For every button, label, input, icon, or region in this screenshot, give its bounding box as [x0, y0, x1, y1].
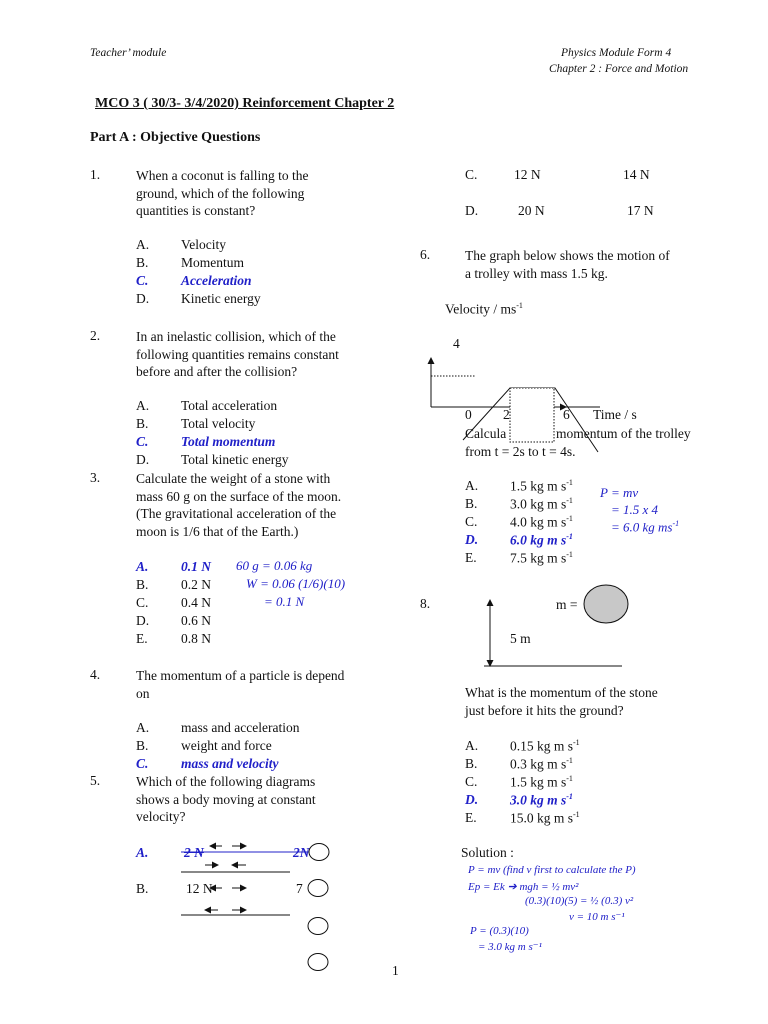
- solution-line: Ep = Ek ➔ mgh = ½ mv²: [468, 881, 579, 893]
- q5-option-d-circle: [308, 954, 328, 971]
- solution-line: = 3.0 kg m s⁻¹: [478, 941, 542, 953]
- q5-line: Which of the following diagrams: [136, 774, 316, 789]
- q6-graph-ylabel: Velocity / $ms^{-1}$: [445, 301, 523, 317]
- q5-option-a-left-force: 2 N: [184, 845, 204, 860]
- q6-question-line: Calcula: [465, 426, 507, 441]
- q5-line: shows a body moving at constant: [136, 791, 316, 807]
- q4-line: The momentum of a particle is depend: [136, 668, 345, 683]
- q5-option-b-left-force: 12 N: [186, 881, 213, 896]
- q6-graph-y-tick-4: 4: [453, 336, 460, 351]
- solution-line: P = (0.3)(10): [470, 925, 529, 937]
- q3-working-note: W = 0.06 (1/6)(10): [246, 576, 346, 591]
- q3-line: Calculate the weight of a stone with: [136, 471, 331, 486]
- q1-line: ground, which of the following: [136, 185, 305, 201]
- section-heading: Part A : Objective Questions: [90, 130, 261, 145]
- q5-option-b-right-force: 7: [296, 881, 303, 896]
- page-number: 1: [392, 963, 399, 978]
- q3-working-note: = 0.1 N: [264, 594, 305, 609]
- q8-line: just before it hits the ground?: [465, 702, 624, 718]
- q5-option-c-left-force: 12 N: [514, 167, 541, 182]
- q5-option-c-right-force: 14 N: [623, 167, 650, 182]
- q6-graph-x-tick-2: 2: [503, 407, 510, 422]
- q5-option-d-letter: D.: [465, 203, 479, 218]
- q6-velocity-time-graph: [431, 358, 600, 452]
- q3-line: moon is 1/6 that of the Earth.): [136, 523, 299, 539]
- q5-option-a-circle: [309, 844, 329, 861]
- q6-question-line: from t = 2s to t = 4s.: [465, 444, 576, 459]
- q2-line: In an inelastic collision, which of the: [136, 329, 336, 344]
- q6-working-note: P = mv: [600, 485, 639, 500]
- q6-line: a trolley with mass 1.5 kg.: [465, 265, 608, 281]
- q5-number: 5.: [90, 773, 101, 788]
- q6-graph-xlabel: Time / s: [593, 407, 637, 422]
- q3-number: 3.: [90, 470, 101, 485]
- q3-working-note: 60 g = 0.06 kg: [236, 558, 313, 573]
- q5-option-b-diagram: [181, 880, 328, 971]
- q1-line: quantities is constant?: [136, 203, 256, 218]
- stone-ball: [584, 585, 628, 623]
- solution-line: v = 10 m s⁻¹: [569, 911, 625, 923]
- q8-height-label: 5 m: [510, 631, 531, 646]
- q4-number: 4.: [90, 667, 101, 682]
- q6-graph-x-tick-6: 6: [563, 407, 570, 422]
- q6-working-note: = 6.0 kg $ms^{-1}$: [611, 519, 680, 535]
- q5-option-b-circle: [308, 880, 328, 897]
- q5-line: velocity?: [136, 809, 186, 824]
- q8-mass-label: m =: [556, 597, 578, 612]
- q1-number: 1.: [90, 167, 101, 182]
- q6-working-note: = 1.5 x 4: [611, 502, 659, 517]
- q5-option-a-diagram: [181, 844, 329, 873]
- header-right-line2: Chapter 2 : Force and Motion: [549, 63, 689, 75]
- solution-label: Solution :: [461, 845, 514, 860]
- q8-stone-diagram: [484, 585, 628, 666]
- solution-line: (0.3)(10)(5) = ½ (0.3) v²: [525, 895, 634, 907]
- q5-option-a-right-force: 2N: [293, 845, 310, 860]
- q6-graph-x-tick-0: 0: [465, 407, 472, 422]
- graph-shaded-area: [510, 388, 554, 442]
- q6-number: 6.: [420, 247, 431, 262]
- solution-line: P = mv (find v first to calculate the P): [468, 864, 636, 876]
- page-title: MCO 3 ( 30/3- 3/4/2020) Reinforcement Chapter 2: [95, 96, 395, 111]
- q6-line: The graph below shows the motion of: [465, 248, 670, 263]
- q8-number: 8.: [420, 596, 431, 611]
- q3-line: mass 60 g on the surface of the moon.: [136, 488, 342, 504]
- q6-question-line: momentum of the trolley: [556, 426, 691, 441]
- q5-option-d-left-force: 20 N: [518, 203, 545, 218]
- q1-line: When a coconut is falling to the: [136, 168, 309, 183]
- header-left: Teacher’ module: [90, 47, 167, 59]
- q5-option-b-letter: B.: [136, 881, 149, 896]
- q4-line: on: [136, 685, 150, 701]
- q5-option-c-letter: C.: [465, 167, 478, 182]
- q5-option-a-letter: A.: [136, 845, 149, 860]
- q8-line: What is the momentum of the stone: [465, 685, 658, 700]
- q3-line: (The gravitational acceleration of the: [136, 506, 337, 521]
- q2-line: following quantities remains constant: [136, 346, 339, 362]
- q5-option-d-right-force: 17 N: [627, 203, 654, 218]
- q5-option-c-circle: [308, 918, 328, 935]
- q2-number: 2.: [90, 328, 101, 343]
- header-right-line1: Physics Module Form 4: [561, 47, 672, 59]
- q2-line: before and after the collision?: [136, 364, 298, 379]
